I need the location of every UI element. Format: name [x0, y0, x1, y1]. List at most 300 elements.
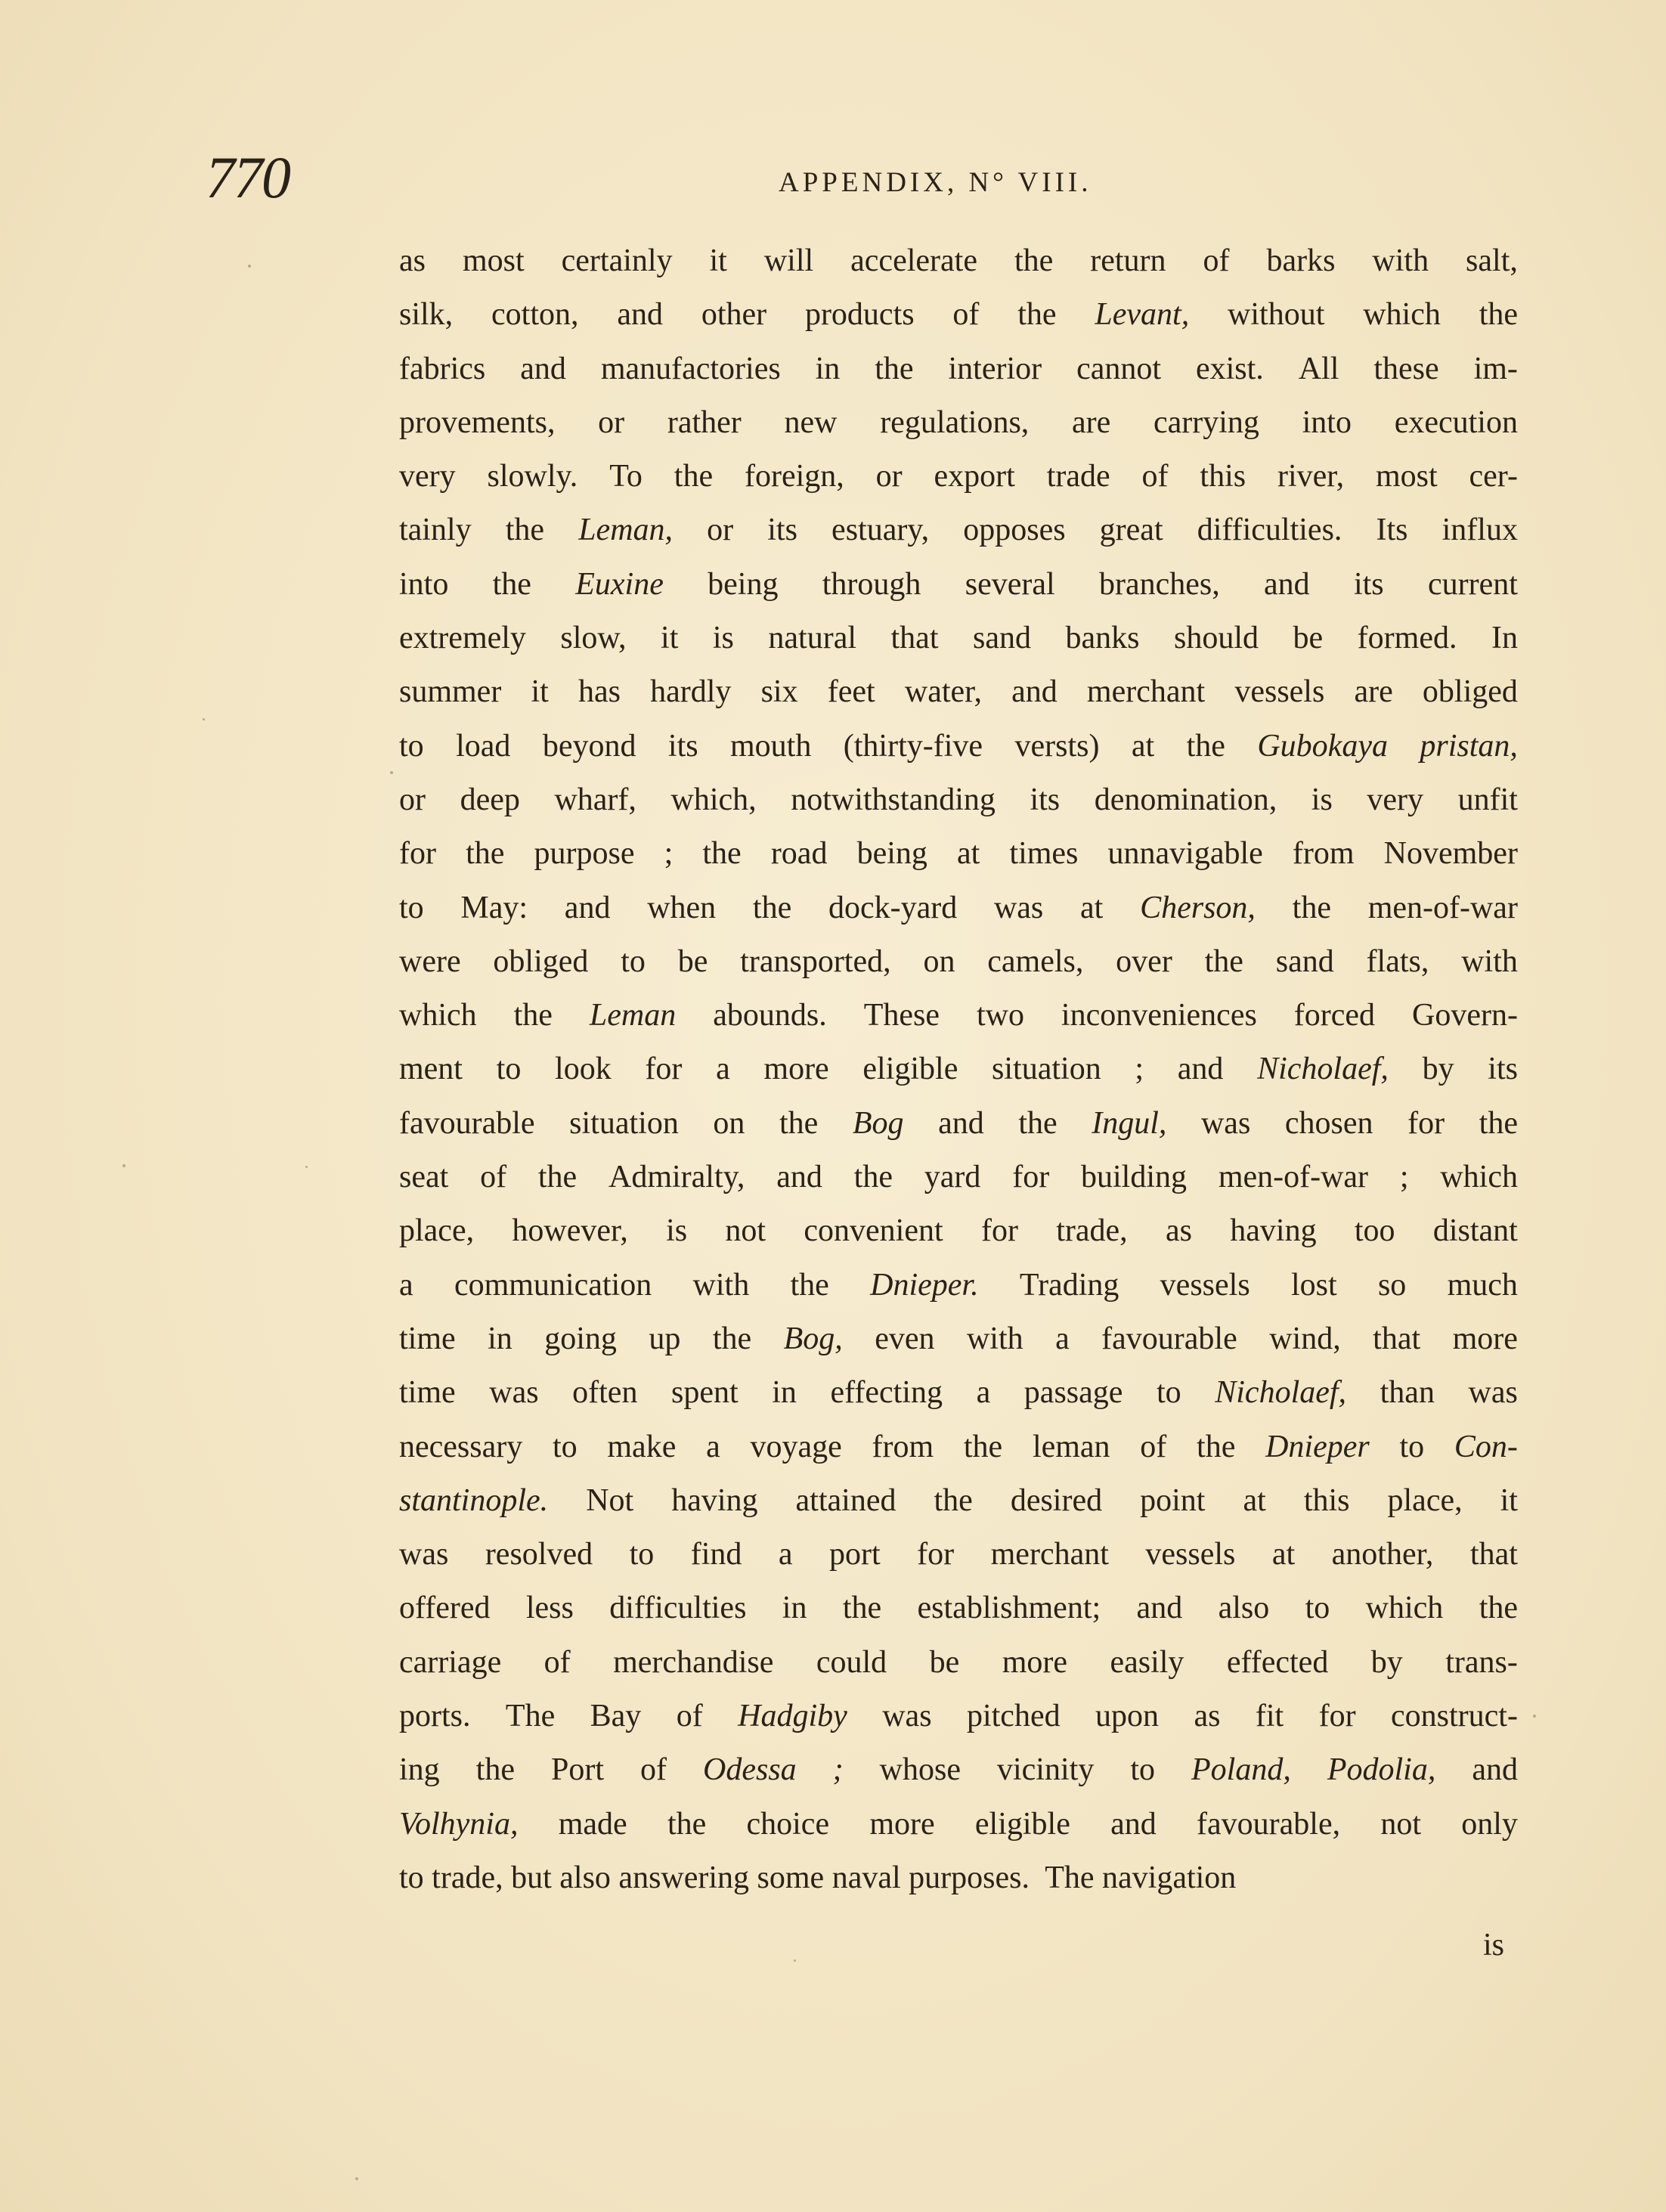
text-segment: to: [1130, 1752, 1155, 1788]
text-segment: for: [917, 1537, 955, 1572]
text-segment: to: [1399, 1429, 1425, 1464]
italic-text: Bog,: [783, 1321, 843, 1356]
text-segment: construct-: [1391, 1699, 1518, 1734]
text-segment: Port: [550, 1752, 604, 1788]
text-line: [399, 827, 1518, 881]
text-segment: eligible: [862, 1052, 958, 1087]
text-segment: was: [399, 1537, 449, 1572]
text-segment: denomination,: [1094, 782, 1277, 817]
text-segment: a: [778, 1537, 793, 1572]
text-segment: flats,: [1366, 943, 1429, 979]
text-segment: current: [1427, 566, 1518, 602]
text-segment: several: [965, 566, 1055, 602]
text-segment: ;: [1399, 1160, 1409, 1195]
paper-speck: [248, 265, 251, 268]
text-segment: beyond: [542, 728, 636, 764]
text-segment: the: [1292, 890, 1331, 925]
text-segment: the: [875, 351, 914, 386]
text-segment: new: [784, 404, 838, 440]
text-segment: dock-yard: [828, 890, 958, 925]
text-segment: vicinity: [997, 1752, 1095, 1788]
text-line: [399, 1366, 1518, 1420]
text-segment: products: [804, 297, 915, 333]
text-segment: at: [1131, 728, 1155, 764]
text-segment: are: [1072, 404, 1111, 440]
text-line: [399, 1851, 1518, 1905]
text-segment: place,: [1387, 1482, 1463, 1518]
text-segment: at: [956, 836, 980, 872]
italic-text: Ingul,: [1092, 1105, 1167, 1141]
text-segment: Govern-: [1412, 998, 1518, 1033]
text-segment: of: [676, 1699, 703, 1734]
text-line: [399, 665, 1518, 719]
text-segment: mouth: [730, 728, 812, 764]
text-segment: estuary,: [831, 513, 930, 548]
text-segment: place,: [399, 1213, 475, 1249]
text-segment: find: [690, 1537, 742, 1572]
text-segment: In: [1491, 621, 1518, 656]
text-segment: were: [399, 943, 461, 979]
text-segment: its: [767, 513, 797, 548]
text-segment: for: [1407, 1105, 1445, 1141]
text-segment: and: [938, 1105, 984, 1141]
text-segment: of: [952, 297, 980, 333]
text-segment: trade: [1046, 459, 1110, 494]
text-segment: more: [869, 1806, 935, 1842]
text-segment: silk,: [399, 297, 454, 333]
text-segment: for: [1318, 1699, 1356, 1734]
text-segment: trade,: [1056, 1213, 1128, 1249]
text-segment: whose: [879, 1752, 961, 1788]
italic-text: stantinople.: [399, 1482, 549, 1518]
text-segment: inconveniences: [1061, 998, 1257, 1033]
text-segment: most: [1375, 459, 1438, 494]
text-line: [399, 1636, 1518, 1690]
catchword: is: [1483, 1928, 1505, 1963]
text-segment: Not: [586, 1482, 634, 1518]
text-segment: than: [1380, 1375, 1435, 1411]
text-segment: wharf,: [554, 782, 636, 817]
text-line: [399, 342, 1518, 396]
text-segment: which: [1363, 297, 1441, 333]
text-segment: spent: [671, 1375, 739, 1411]
text-segment: the: [1018, 1105, 1058, 1141]
text-segment: in: [488, 1321, 512, 1356]
text-segment: being: [708, 566, 779, 602]
text-segment: of: [543, 1644, 571, 1680]
text-segment: sand: [973, 621, 1031, 656]
text-segment: difficulties.: [1197, 513, 1342, 548]
text-segment: to: [399, 890, 424, 925]
text-segment: other: [701, 297, 767, 333]
text-segment: through: [822, 566, 921, 602]
text-segment: river,: [1277, 459, 1345, 494]
text-segment: November: [1383, 836, 1518, 872]
text-segment: at: [1271, 1537, 1296, 1572]
text-line: [399, 1151, 1518, 1204]
text-segment: the: [790, 1267, 829, 1303]
text-segment: regulations,: [880, 404, 1030, 440]
text-segment: establishment;: [917, 1591, 1101, 1626]
text-segment: that: [890, 621, 939, 656]
text-segment: chosen: [1284, 1105, 1373, 1141]
text-segment: effected: [1226, 1644, 1329, 1680]
text-segment: and: [1472, 1752, 1518, 1788]
text-segment: attained: [795, 1482, 896, 1518]
text-line: [399, 1474, 1518, 1528]
text-segment: without: [1228, 297, 1325, 333]
text-segment: the: [513, 998, 553, 1033]
text-segment: the: [752, 890, 792, 925]
text-segment: the: [466, 836, 505, 872]
text-segment: export: [934, 459, 1015, 494]
text-segment: even: [875, 1321, 935, 1356]
text-segment: execution: [1394, 404, 1518, 440]
text-segment: exist.: [1195, 351, 1264, 386]
text-segment: it: [709, 243, 727, 278]
text-segment: could: [816, 1644, 887, 1680]
text-line: [399, 881, 1518, 935]
text-segment: it: [531, 674, 549, 710]
text-segment: for: [399, 836, 436, 872]
text-segment: ing: [399, 1752, 440, 1788]
text-segment: it: [661, 621, 679, 656]
text-segment: its: [667, 728, 698, 764]
text-segment: time: [399, 1321, 456, 1356]
italic-text: Hadgiby: [738, 1699, 847, 1734]
text-segment: merchant: [990, 1537, 1109, 1572]
text-segment: into: [1302, 404, 1352, 440]
text-segment: for: [645, 1052, 683, 1087]
text-segment: wind,: [1269, 1321, 1341, 1356]
text-segment: great: [1099, 513, 1163, 548]
text-segment: favourable,: [1197, 1806, 1341, 1842]
text-segment: carriage: [399, 1644, 502, 1680]
italic-text: Con-: [1454, 1429, 1518, 1464]
text-segment: more: [763, 1052, 829, 1087]
text-segment: seat: [399, 1160, 449, 1195]
text-segment: at: [1243, 1482, 1266, 1518]
text-segment: over: [1116, 943, 1172, 979]
text-segment: is: [1311, 782, 1333, 817]
text-segment: and: [776, 1160, 822, 1195]
text-segment: having: [1230, 1213, 1317, 1249]
text-segment: be: [929, 1644, 960, 1680]
text-segment: was: [489, 1375, 539, 1411]
text-segment: difficulties: [609, 1591, 747, 1626]
text-segment: feet: [827, 674, 875, 710]
text-segment: Admiralty,: [608, 1160, 745, 1195]
text-segment: it: [1500, 1482, 1518, 1518]
text-segment: this: [1200, 459, 1246, 494]
text-line: [399, 1312, 1518, 1366]
text-segment: transported,: [740, 943, 891, 979]
text-segment: salt,: [1466, 243, 1518, 278]
text-segment: only: [1461, 1806, 1518, 1842]
text-segment: vessels: [1160, 1267, 1250, 1303]
paper-speck: [390, 771, 393, 774]
text-segment: situation: [992, 1052, 1101, 1087]
text-segment: influx: [1441, 513, 1518, 548]
text-segment: water,: [904, 674, 982, 710]
text-segment: passage: [1023, 1375, 1123, 1411]
text-segment: leman: [1032, 1429, 1110, 1464]
text-segment: another,: [1331, 1537, 1434, 1572]
text-line: [399, 720, 1518, 773]
text-segment: return: [1090, 243, 1166, 278]
text-line: [399, 1259, 1518, 1312]
paper-speck: [355, 2177, 358, 2180]
paper-speck: [203, 718, 205, 720]
text-segment: of: [640, 1752, 667, 1788]
text-line: [399, 935, 1518, 989]
text-line: [399, 234, 1518, 288]
text-segment: accelerate: [850, 243, 977, 278]
text-segment: tainly: [399, 513, 472, 548]
text-segment: fit: [1255, 1699, 1284, 1734]
text-segment: two: [976, 998, 1024, 1033]
italic-text: ;: [832, 1752, 844, 1788]
text-segment: choice: [746, 1806, 830, 1842]
text-segment: these: [1373, 351, 1439, 386]
text-segment: situation: [569, 1105, 679, 1141]
text-segment: These: [863, 998, 940, 1033]
text-segment: make: [607, 1429, 677, 1464]
text-segment: men-of-war: [1367, 890, 1518, 925]
text-segment: six: [760, 674, 798, 710]
text-segment: ;: [1135, 1052, 1144, 1087]
text-segment: the: [1014, 243, 1054, 278]
text-segment: and: [1264, 566, 1310, 602]
italic-text: Dnieper: [1265, 1429, 1370, 1464]
text-segment: the: [1186, 728, 1225, 764]
text-segment: and: [617, 297, 663, 333]
page-number: 770: [206, 144, 290, 210]
text-segment: im-: [1473, 351, 1518, 386]
text-segment: or: [707, 513, 734, 548]
text-segment: obliged: [1422, 674, 1518, 710]
text-segment: the: [963, 1429, 1003, 1464]
text-segment: the: [537, 1160, 578, 1195]
text-segment: to: [496, 1052, 522, 1087]
text-segment: the: [1479, 297, 1518, 333]
text-segment: slowly.: [487, 459, 578, 494]
text-segment: as: [399, 243, 426, 278]
text-segment: of: [1141, 459, 1169, 494]
text-segment: which: [1365, 1591, 1444, 1626]
text-line: [399, 1097, 1518, 1151]
text-segment: or: [875, 459, 903, 494]
text-line: [399, 1204, 1518, 1258]
italic-text: Cherson,: [1140, 890, 1256, 925]
paper-speck: [794, 1960, 796, 1962]
text-segment: and: [1177, 1052, 1224, 1087]
text-segment: and: [1110, 1806, 1157, 1842]
text-segment: the: [1479, 1105, 1518, 1141]
text-segment: hardly: [650, 674, 732, 710]
italic-text: Odessa: [703, 1752, 797, 1788]
italic-text: Nicholaef,: [1257, 1052, 1389, 1087]
text-line: [399, 1798, 1518, 1851]
text-segment: provements,: [399, 404, 556, 440]
text-segment: of: [1140, 1429, 1167, 1464]
text-segment: extremely: [399, 621, 526, 656]
text-segment: for: [1012, 1160, 1050, 1195]
text-segment: offered: [399, 1591, 491, 1626]
text-line: [399, 1743, 1518, 1797]
text-segment: however,: [512, 1213, 628, 1249]
text-line: [399, 612, 1518, 665]
text-segment: vessels: [1234, 674, 1325, 710]
text-segment: yard: [924, 1160, 981, 1195]
text-line: [399, 1420, 1518, 1474]
text-segment: and: [1011, 674, 1058, 710]
text-line: [399, 558, 1518, 612]
text-line: [399, 773, 1518, 827]
text-segment: so: [1377, 1267, 1407, 1303]
text-segment: or: [399, 782, 426, 817]
text-segment: the: [475, 1752, 515, 1788]
text-segment: not: [1380, 1806, 1422, 1842]
text-segment: a: [399, 1267, 413, 1303]
text-segment: times: [1009, 836, 1079, 872]
text-segment: pitched: [966, 1699, 1061, 1734]
text-segment: lost: [1290, 1267, 1337, 1303]
text-segment: The: [505, 1699, 556, 1734]
text-segment: foreign,: [744, 459, 844, 494]
text-segment: on: [923, 943, 955, 979]
text-segment: when: [647, 890, 717, 925]
text-segment: men-of-war: [1218, 1160, 1369, 1195]
text-segment: most: [462, 243, 525, 278]
text-segment: Trading: [1019, 1267, 1119, 1303]
text-segment: in: [772, 1375, 797, 1411]
text-segment: a: [1055, 1321, 1070, 1356]
text-segment: effecting: [830, 1375, 943, 1411]
text-segment: versts): [1014, 728, 1100, 764]
text-segment: and: [520, 351, 566, 386]
text-segment: less: [525, 1591, 574, 1626]
body-text: [399, 234, 1518, 1905]
text-line: [399, 503, 1518, 557]
italic-text: Nicholaef,: [1215, 1375, 1347, 1411]
text-segment: was: [993, 890, 1044, 925]
text-segment: on: [713, 1105, 745, 1141]
text-segment: of: [480, 1160, 507, 1195]
text-segment: building: [1081, 1160, 1188, 1195]
text-segment: which,: [670, 782, 757, 817]
text-segment: cannot: [1076, 351, 1162, 386]
text-segment: To: [609, 459, 643, 494]
text-segment: the: [853, 1160, 893, 1195]
text-segment: ports.: [399, 1699, 471, 1734]
text-segment: up: [649, 1321, 681, 1356]
text-segment: will: [763, 243, 814, 278]
text-segment: the: [1479, 1591, 1518, 1626]
paper-speck: [1533, 1715, 1536, 1718]
text-segment: interior: [948, 351, 1042, 386]
text-segment: opposes: [963, 513, 1066, 548]
italic-text: Levant,: [1095, 297, 1190, 333]
text-segment: May:: [460, 890, 528, 925]
text-segment: a: [706, 1429, 720, 1464]
text-segment: more: [1002, 1644, 1067, 1680]
text-segment: ;: [664, 836, 674, 872]
text-segment: very: [399, 459, 456, 494]
text-segment: made: [558, 1806, 627, 1842]
text-segment: time: [399, 1375, 456, 1411]
text-segment: unfit: [1457, 782, 1518, 817]
text-segment: the: [505, 513, 545, 548]
text-segment: necessary: [399, 1429, 523, 1464]
text-segment: point: [1140, 1482, 1206, 1518]
text-segment: banks: [1065, 621, 1140, 656]
italic-text: Poland,: [1191, 1752, 1291, 1788]
text-segment: voyage: [750, 1429, 842, 1464]
italic-text: Gubokaya: [1257, 728, 1388, 764]
paper-speck: [122, 1164, 125, 1167]
text-segment: and: [1136, 1591, 1183, 1626]
text-line: [399, 396, 1518, 450]
text-line: [399, 989, 1518, 1042]
text-segment: which: [399, 998, 477, 1033]
text-segment: natural: [768, 621, 857, 656]
text-segment: its: [1488, 1052, 1518, 1087]
italic-text: Volhynia,: [399, 1806, 519, 1842]
text-segment: camels,: [987, 943, 1084, 979]
text-line: [399, 450, 1518, 503]
text-segment: easily: [1110, 1644, 1184, 1680]
text-segment: vessels: [1145, 1537, 1236, 1572]
text-segment: eligible: [974, 1806, 1070, 1842]
text-segment: the: [934, 1482, 973, 1518]
text-segment: the: [712, 1321, 752, 1356]
text-segment: Its: [1376, 513, 1408, 548]
text-segment: in: [815, 351, 841, 386]
text-segment: certainly: [561, 243, 673, 278]
text-segment: going: [544, 1321, 617, 1356]
text-segment: having: [671, 1482, 758, 1518]
text-segment: purpose: [534, 836, 635, 872]
text-line: [399, 1690, 1518, 1743]
text-segment: by: [1370, 1644, 1403, 1680]
text-segment: the: [1204, 943, 1243, 979]
text-segment: to: [1157, 1375, 1181, 1411]
text-segment: with: [1461, 943, 1518, 979]
text-segment: branches,: [1098, 566, 1220, 602]
text-segment: to: [552, 1429, 578, 1464]
text-segment: convenient: [804, 1213, 943, 1249]
text-segment: much: [1447, 1267, 1518, 1303]
text-segment: obliged: [493, 943, 589, 979]
text-segment: its: [1030, 782, 1061, 817]
text-segment: road: [770, 836, 828, 872]
text-segment: Bay: [590, 1699, 642, 1734]
text-segment: formed.: [1357, 621, 1457, 656]
italic-text: Euxine: [575, 566, 664, 602]
text-segment: load: [456, 728, 511, 764]
text-segment: slow,: [560, 621, 627, 656]
text-segment: be: [677, 943, 708, 979]
text-segment: for: [980, 1213, 1018, 1249]
text-segment: trans-: [1445, 1644, 1518, 1680]
text-segment: or: [598, 404, 625, 440]
text-segment: more: [1452, 1321, 1518, 1356]
text-segment: unnavigable: [1107, 836, 1263, 872]
text-segment: sand: [1275, 943, 1334, 979]
italic-text: Podolia,: [1327, 1752, 1436, 1788]
running-head: APPENDIX, N° VIII.: [779, 167, 1092, 198]
